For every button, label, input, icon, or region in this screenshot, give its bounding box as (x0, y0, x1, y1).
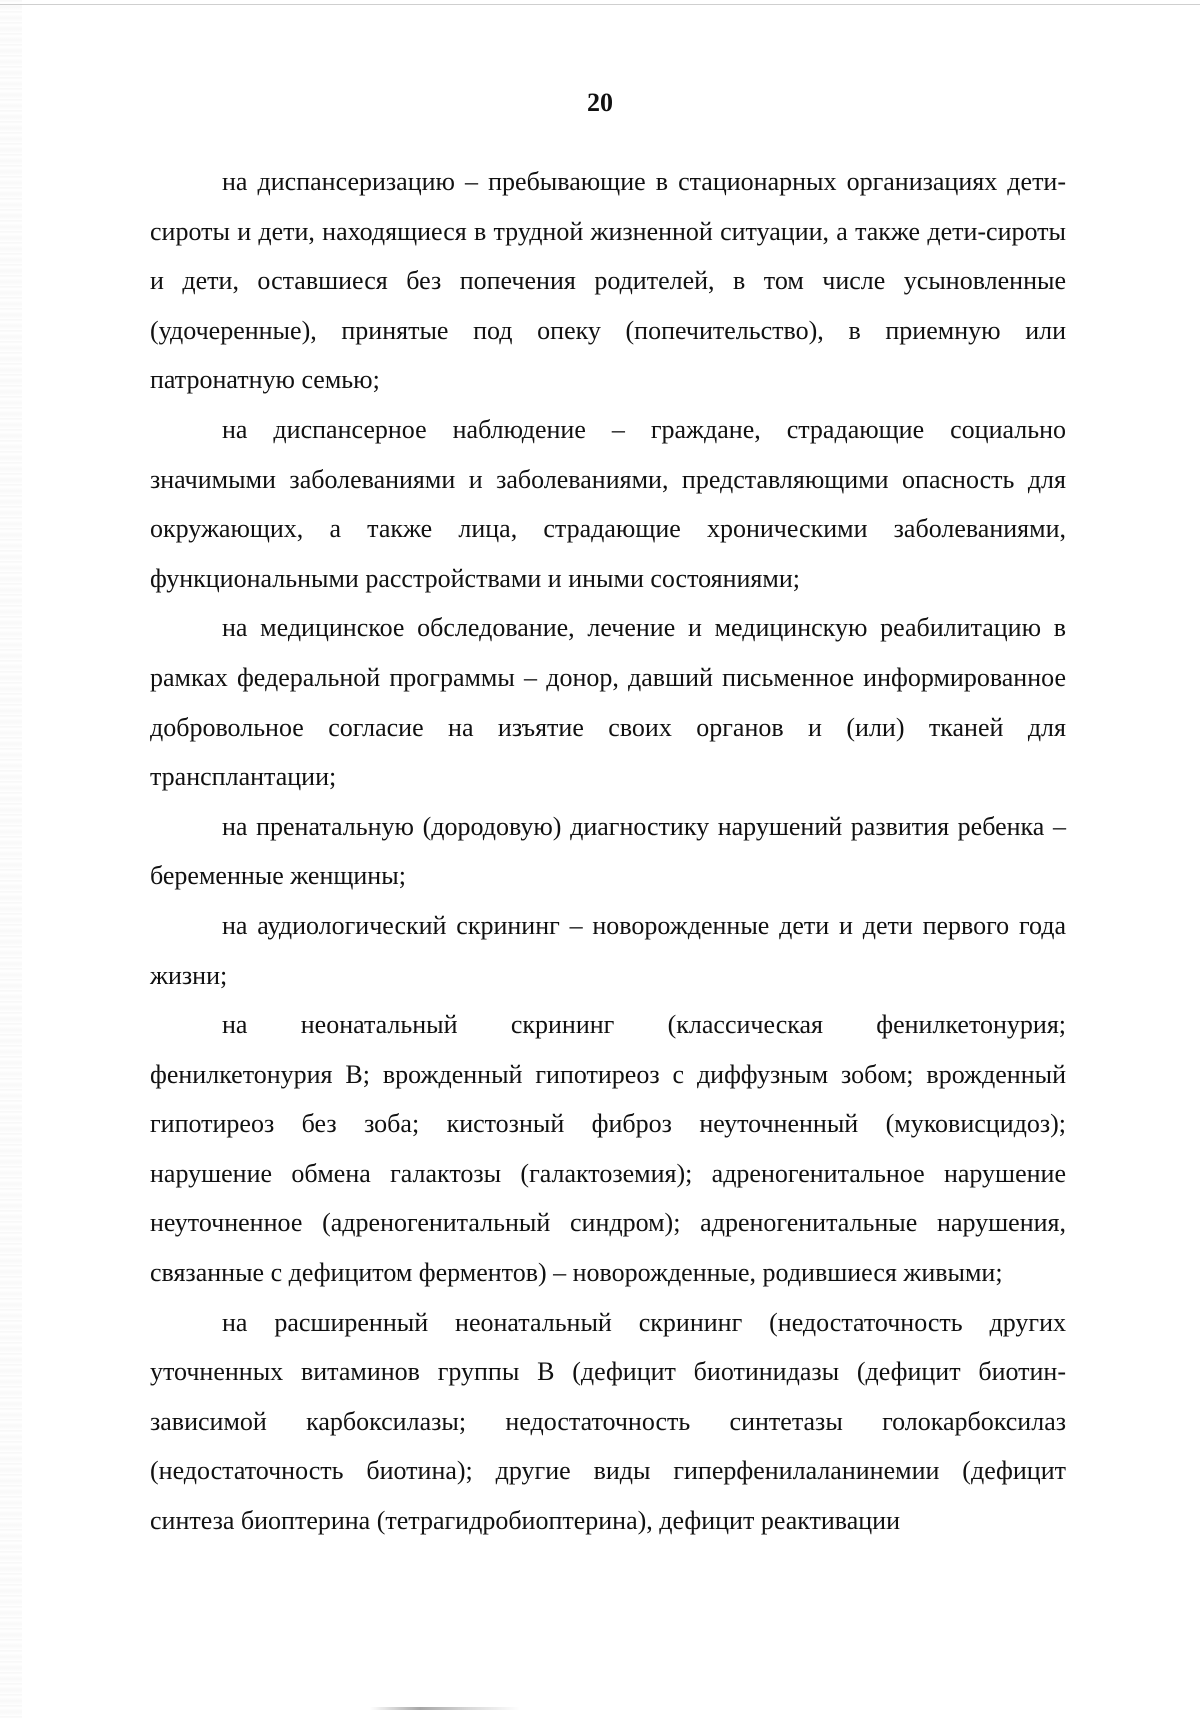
page-number: 20 (587, 88, 613, 117)
paragraph-extended-neonatal-screening: на расширенный неонатальный скрининг (недостаточность других уточненных витаминов группы B (дефицит биотинидазы (дефицит биотин-зависимой карбоксилазы; недостаточность синтетазы голокарбоксилаз (недостаточность биотина); другие виды гиперфенилаланинемии (дефицит синтеза биоптерина (тетрагидробиоптерина), дефицит реактивации (150, 1307, 1066, 1536)
paragraph-neonatal-screening: на неонатальный скрининг (классическая фенилкетонурия; фенилкетонурия B; врожденный гипотиреоз с диффузным зобом; врожденный гипотиреоз без зоба; кистозный фиброз неуточненный (муковисцидоз); нарушение обмена галактозы (галактоземия); адреногенитальное нарушение неуточненное (адреногенитальный синдром); адреногенитальные нарушения, связанные с дефицитом ферментов) – новорожденные, родившиеся живыми; (150, 1010, 1066, 1288)
paragraph-audiological-screening: на аудиологический скрининг – новорожденные дети и дети первого года жизни; (150, 910, 1066, 990)
paragraph-dispensarization: на диспансеризацию – пребывающие в стационарных организациях дети-сироты и дети, находящиеся в трудной жизненной ситуации, а также дети-сироты и дети, оставшиеся без попечения родителей, в том числе усыновленные (удочеренные), принятые под опеку (попечительство), в приемную или патронатную семью; (150, 167, 1066, 395)
scan-left-edge (0, 0, 22, 1718)
paragraph-dispensary-observation: на диспансерное наблюдение – граждане, страдающие социально значимыми заболеваниями и заболеваниями, представляющими опасность для окружающих, а также лица, страдающие хроническими заболеваниями, функциональными расстройствами и иными состояниями; (150, 414, 1066, 593)
document-body (150, 157, 1066, 1546)
paragraph-medical-examination: на медицинское обследование, лечение и медицинскую реабилитацию в рамках федеральной программы – донор, давший письменное информированное добровольное согласие на изъятие своих органов и (или) тканей для трансплантации; (150, 613, 1066, 792)
scan-bottom-smudge (370, 1707, 520, 1710)
top-rule (0, 4, 1200, 5)
paragraph-prenatal-diagnostics: на пренатальную (дородовую) диагностику нарушений развития ребенка – беременные женщины; (150, 811, 1066, 891)
